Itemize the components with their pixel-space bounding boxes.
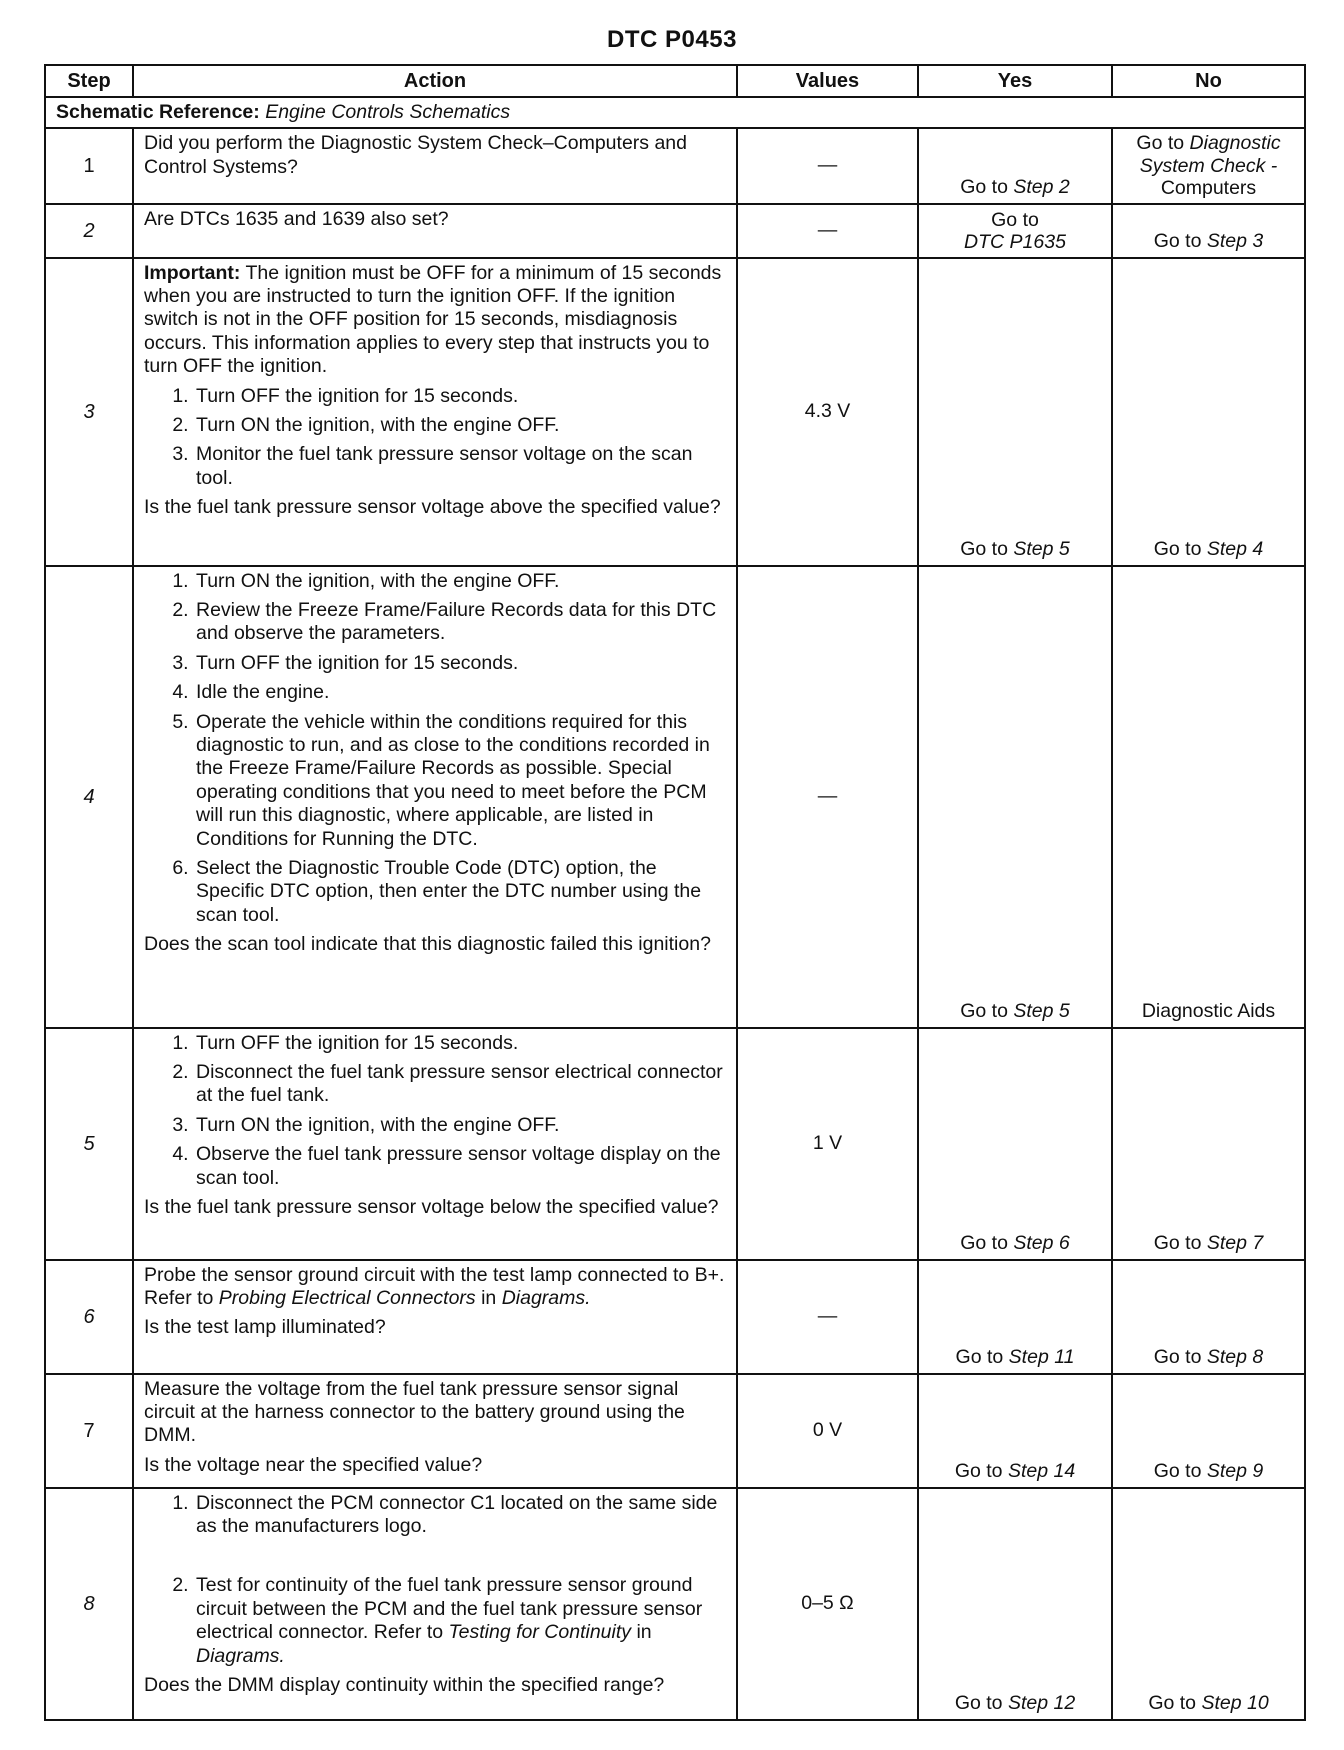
list-item: 4. Idle the engine. [194, 681, 726, 704]
table-row [45, 1028, 1305, 1260]
table-row [45, 1374, 1305, 1488]
header-values: Values [737, 65, 918, 97]
no-prefix: Go to [1153, 538, 1202, 561]
action-cell [133, 1374, 737, 1488]
step-number: 6 [45, 1260, 133, 1374]
yes-prefix: Go to [960, 1000, 1008, 1023]
step-list [144, 1032, 726, 1190]
list-item: 2. Disconnect the fuel tank pressure sensor electrical connector at the fuel tank. [194, 1061, 726, 1108]
no-link[interactable]: Step 4 [1206, 538, 1264, 561]
list-item: 2. Review the Freeze Frame/Failure Records data for this DTC and observe the parameters. [194, 599, 726, 646]
no-link[interactable]: Step 3 [1206, 230, 1264, 253]
no-cell [1112, 258, 1305, 566]
action-cell [133, 566, 737, 1028]
value-cell: 0–5 Ω [737, 1488, 918, 1720]
yes-cell [918, 204, 1112, 258]
list-item-text: in [636, 1621, 652, 1644]
yes-cell [918, 1260, 1112, 1374]
no-prefix: Go to [1136, 132, 1185, 155]
action-cell [133, 1260, 737, 1374]
important-note [144, 262, 726, 379]
step-number: 5 [45, 1028, 133, 1260]
yes-cell [918, 1374, 1112, 1488]
yes-link[interactable]: Step 2 [1013, 176, 1070, 199]
yes-link[interactable]: DTC P1635 [964, 231, 1066, 254]
yes-link[interactable]: Step 11 [1008, 1346, 1075, 1369]
table-row [45, 258, 1305, 566]
no-cell [1112, 204, 1305, 258]
no-prefix: Go to [1153, 230, 1202, 253]
yes-prefix: Go to [991, 208, 1039, 231]
table-header-row [45, 65, 1305, 97]
yes-cell [918, 258, 1112, 566]
action-question: Are DTCs 1635 and 1639 also set? [144, 207, 449, 230]
yes-cell [918, 1488, 1112, 1720]
yes-cell [918, 566, 1112, 1028]
action-cell [133, 1488, 737, 1720]
schematic-reference [45, 97, 1305, 128]
no-link[interactable]: Diagnostic Aids [1141, 1000, 1276, 1023]
diagnostic-table [44, 64, 1306, 1721]
action-cell [133, 1028, 737, 1260]
value-cell: — [737, 204, 918, 258]
list-item: 3. Monitor the fuel tank pressure sensor voltage on the scan tool. [194, 443, 726, 490]
value-cell: 1 V [737, 1028, 918, 1260]
no-prefix: Go to [1153, 1232, 1202, 1255]
list-item: 1. Turn ON the ignition, with the engine OFF. [194, 570, 726, 593]
header-step: Step [45, 65, 133, 97]
no-link[interactable]: Step 8 [1206, 1346, 1264, 1369]
step-number: 2 [45, 204, 133, 258]
no-suffix: Computers [1160, 177, 1257, 200]
no-prefix: Go to [1153, 1460, 1202, 1483]
yes-prefix: Go to [954, 1692, 1003, 1715]
action-text-part: in [481, 1287, 497, 1310]
action-question: Is the voltage near the specified value? [144, 1453, 483, 1476]
yes-link[interactable]: Step 12 [1007, 1692, 1076, 1715]
no-cell [1112, 128, 1305, 203]
table-row [45, 1488, 1305, 1720]
yes-prefix: Go to [960, 176, 1008, 199]
no-cell [1112, 1374, 1305, 1488]
yes-prefix: Go to [960, 1232, 1008, 1255]
action-cell [133, 204, 737, 258]
schematic-reference-row [45, 97, 1305, 128]
yes-cell [918, 128, 1112, 203]
table-row [45, 566, 1305, 1028]
action-question: Is the fuel tank pressure sensor voltage above the specified value? [144, 496, 721, 519]
diagrams-link[interactable]: Diagrams. [501, 1287, 591, 1310]
list-item [194, 1574, 726, 1668]
important-text: The ignition must be OFF for a minimum of 15 seconds when you are instructed to turn the ignition OFF. If the ignition switch is not in the OFF position for 15 seconds, misdiagnosis occurs. This information applies to every step that instructs you to turn OFF the ignition. [144, 261, 722, 378]
schematic-label: Schematic Reference: [56, 101, 260, 123]
yes-link[interactable]: Step 5 [1013, 1000, 1070, 1023]
document-title: DTC P0453 [607, 26, 737, 53]
list-item: 3. Turn ON the ignition, with the engine OFF. [194, 1114, 726, 1137]
value-cell: — [737, 1260, 918, 1374]
no-link[interactable]: Step 10 [1201, 1692, 1269, 1715]
step-number: 1 [45, 128, 133, 203]
list-item: 1. Turn OFF the ignition for 15 seconds. [194, 1032, 726, 1055]
table-row [45, 1260, 1305, 1374]
step-list [144, 385, 726, 491]
list-item: 5. Operate the vehicle within the conditions required for this diagnostic to run, and as close to the conditions recorded in the Freeze Frame/Failure Records as possible. Special operating conditions that you need to meet before the PCM will run this diagnostic, where applicable, are listed in Conditions for Running the DTC. [194, 711, 726, 851]
value-cell: 0 V [737, 1374, 918, 1488]
probing-link[interactable]: Probing Electrical Connectors [218, 1287, 476, 1310]
step-list [144, 1492, 726, 1668]
no-prefix: Go to [1148, 1692, 1197, 1715]
value-cell: — [737, 128, 918, 203]
action-cell [133, 128, 737, 203]
list-item: 1. Turn OFF the ignition for 15 seconds. [194, 385, 726, 408]
action-text-part: Probe the sensor ground circuit with the test lamp connected to B+. Refer to [144, 1263, 725, 1310]
header-yes: Yes [918, 65, 1112, 97]
continuity-link[interactable]: Testing for Continuity [448, 1621, 632, 1644]
yes-prefix: Go to [960, 538, 1008, 561]
yes-cell [918, 1028, 1112, 1260]
list-item: 3. Turn OFF the ignition for 15 seconds. [194, 652, 726, 675]
schematic-value: Engine Controls Schematics [265, 101, 511, 123]
table-row [45, 128, 1305, 203]
no-cell [1112, 1028, 1305, 1260]
yes-prefix: Go to [954, 1460, 1003, 1483]
action-text [144, 1264, 726, 1311]
header-no: No [1112, 65, 1305, 97]
value-cell: 4.3 V [737, 258, 918, 566]
action-question: Does the DMM display continuity within the specified range? [144, 1674, 665, 1696]
no-prefix: Go to [1153, 1346, 1202, 1369]
action-question: Is the fuel tank pressure sensor voltage below the specified value? [144, 1196, 719, 1218]
yes-link[interactable]: Step 6 [1013, 1232, 1070, 1255]
table-row [45, 204, 1305, 258]
no-link[interactable]: Step 7 [1206, 1232, 1264, 1255]
action-text: Measure the voltage from the fuel tank pressure sensor signal circuit at the harness connector to the battery ground using the DMM. [144, 1377, 685, 1447]
yes-link[interactable]: Step 14 [1007, 1460, 1076, 1483]
action-question: Is the test lamp illuminated? [144, 1316, 386, 1339]
step-number: 7 [45, 1374, 133, 1488]
header-action: Action [133, 65, 737, 97]
action-cell [133, 258, 737, 566]
action-question: Does the scan tool indicate that this diagnostic failed this ignition? [144, 933, 711, 956]
step-number: 8 [45, 1488, 133, 1720]
list-item: 1. Disconnect the PCM connector C1 located on the same side as the manufacturers logo. [194, 1492, 726, 1539]
no-cell [1112, 566, 1305, 1028]
action-question: Did you perform the Diagnostic System Check–Computers and Control Systems? [144, 132, 687, 178]
yes-prefix: Go to [955, 1346, 1004, 1369]
list-item-text: Test for continuity of the fuel tank pressure sensor ground circuit between the PCM and the fuel tank pressure sensor electrical connector. Refer to [196, 1574, 703, 1644]
no-link[interactable]: Step 9 [1206, 1460, 1264, 1483]
diagrams-link[interactable]: Diagrams. [196, 1644, 285, 1667]
no-cell [1112, 1488, 1305, 1720]
list-item: 2. Turn ON the ignition, with the engine OFF. [194, 414, 726, 437]
important-label: Important: [144, 261, 241, 284]
step-number: 4 [45, 566, 133, 1028]
step-list [144, 570, 726, 927]
value-cell: — [737, 566, 918, 1028]
list-item: 4. Observe the fuel tank pressure sensor voltage display on the scan tool. [194, 1143, 726, 1190]
no-cell [1112, 1260, 1305, 1374]
yes-link[interactable]: Step 5 [1013, 538, 1070, 561]
list-item: 6. Select the Diagnostic Trouble Code (DTC) option, the Specific DTC option, then enter the DTC number using the scan tool. [194, 857, 726, 927]
step-number: 3 [45, 258, 133, 566]
no-link[interactable]: Diagnostic System Check - [1139, 132, 1281, 177]
